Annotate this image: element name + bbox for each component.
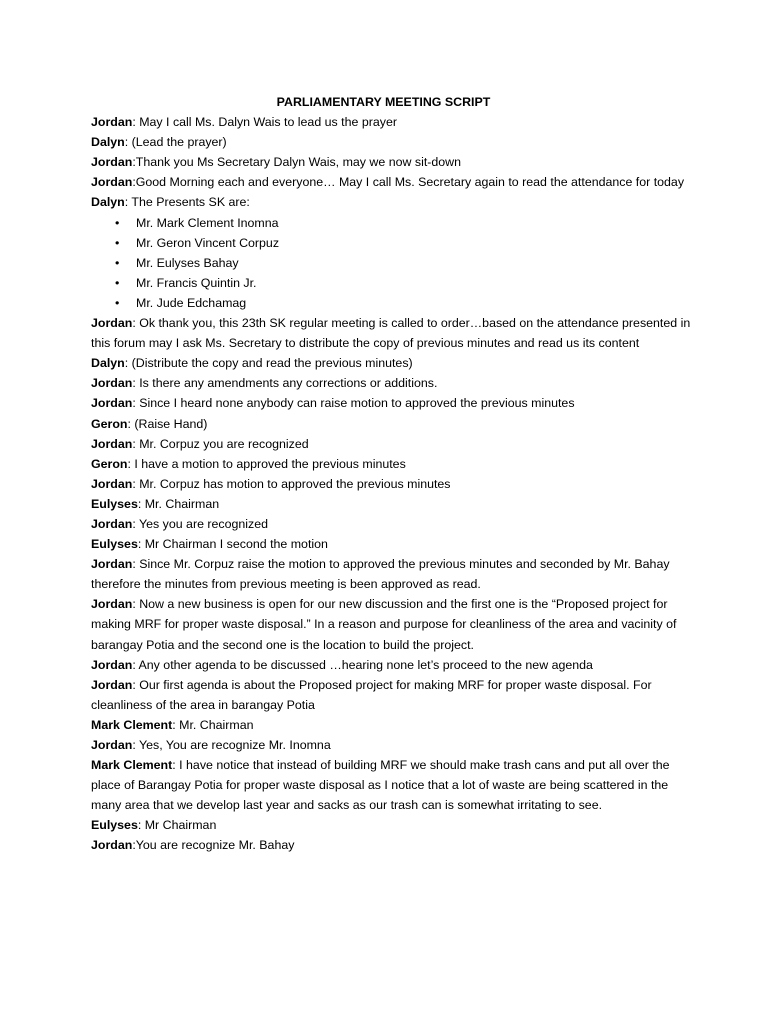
speaker-separator: : <box>132 115 140 130</box>
dialogue-text: Mr Chairman I second the motion <box>144 537 328 552</box>
speaker-name: Jordan <box>91 657 133 672</box>
dialogue-text: Yes, You are recognize Mr. Inomna <box>138 738 331 752</box>
speaker-name: Jordan <box>91 175 133 190</box>
dialogue-section-opening <box>91 112 691 212</box>
speaker-separator: : <box>124 135 132 150</box>
dialogue-line <box>91 594 691 654</box>
dialogue-line <box>91 715 691 735</box>
speaker-name: Jordan <box>91 557 133 572</box>
dialogue-text: (Lead the prayer) <box>131 135 227 150</box>
dialogue-text: You are recognize Mr. Bahay <box>135 838 295 853</box>
speaker-separator: : <box>132 476 140 491</box>
speaker-separator: : <box>172 717 180 732</box>
speaker-separator: : <box>132 175 136 190</box>
dialogue-text: Mr. Corpuz has motion to approved the previous minutes <box>139 476 451 491</box>
speaker-name: Geron <box>91 456 128 471</box>
dialogue-text: Thank you Ms Secretary Dalyn Wais, may we now sit-down <box>135 155 462 170</box>
speaker-name: Jordan <box>91 476 133 491</box>
dialogue-text: The Presents SK are: <box>131 195 250 210</box>
attendee-list <box>91 213 691 313</box>
dialogue-line <box>91 815 691 835</box>
dialogue-line <box>91 313 691 353</box>
dialogue-text: Since I heard none anybody can raise motion to approved the previous minutes <box>139 396 575 411</box>
dialogue-line <box>91 554 691 594</box>
dialogue-text: Mr. Corpuz you are recognized <box>139 436 309 451</box>
dialogue-line <box>91 152 691 172</box>
dialogue-text: May I call Ms. Dalyn Wais to lead us the prayer <box>139 115 397 130</box>
dialogue-line <box>91 534 691 554</box>
speaker-separator: : <box>127 416 135 431</box>
dialogue-line <box>91 494 691 514</box>
script-body <box>91 92 691 856</box>
dialogue-text: Mr. Chairman <box>144 496 220 511</box>
dialogue-text: Ok thank you, this 23th SK regular meeting is called to order…based on the attendance presented in this forum may I ask Ms. Secretary to distribute the copy of previous minutes and read us its content <box>91 316 691 351</box>
attendee-item: • Mr. Eulyses Bahay <box>115 253 691 273</box>
dialogue-line <box>91 132 691 152</box>
dialogue-text: Now a new business is open for our new discussion and the first one is the “Proposed project for making MRF for proper waste disposal.” In a reason and purpose for cleanliness of the area and vacinity of barangay Potia and the second one is the location to build the project. <box>91 597 677 652</box>
speaker-separator: : <box>132 677 140 692</box>
attendee-item: • Mr. Francis Quintin Jr. <box>115 273 691 293</box>
page-title: PARLIAMENTARY MEETING SCRIPT <box>276 95 491 109</box>
speaker-separator: : <box>132 657 139 672</box>
dialogue-text: I have a motion to approved the previous minutes <box>134 456 406 471</box>
dialogue-text: I have notice that instead of building MRF we should make trash cans and put all over the place of Barangay Potia for proper waste disposal as I notice that a lot of waste are being scattered in the many area that we develop last year and sacks as our trash can is somewhat irritating to see. <box>91 758 670 813</box>
speaker-name: Jordan <box>91 838 133 853</box>
speaker-name: Eulyses <box>91 537 138 552</box>
speaker-separator: : <box>132 396 140 411</box>
speaker-separator: : <box>132 838 136 853</box>
dialogue-text: (Raise Hand) <box>134 416 208 431</box>
dialogue-text: Mr. Chairman <box>179 717 254 732</box>
speaker-name: Eulyses <box>91 496 138 511</box>
speaker-name: Geron <box>91 416 128 431</box>
attendee-item: • Mr. Geron Vincent Corpuz <box>115 233 691 253</box>
speaker-separator: : <box>137 496 145 511</box>
speaker-separator: : <box>137 818 145 833</box>
dialogue-text: Our first agenda is about the Proposed project for making MRF for proper waste disposal. For cleanliness of the area in barangay Potia <box>91 677 652 712</box>
speaker-name: Jordan <box>91 115 133 130</box>
speaker-separator: : <box>132 155 136 170</box>
dialogue-text: Is there any amendments any corrections or additions. <box>139 376 438 391</box>
dialogue-line <box>91 172 691 192</box>
dialogue-line <box>91 373 691 393</box>
attendee-item: • Mr. Mark Clement Inomna <box>115 213 691 233</box>
speaker-separator: : <box>132 557 140 572</box>
dialogue-line <box>91 393 691 413</box>
speaker-name: Mark Clement <box>91 717 173 732</box>
speaker-separator: : <box>137 537 145 552</box>
speaker-name: Jordan <box>91 436 133 451</box>
dialogue-line <box>91 353 691 373</box>
dialogue-line <box>91 675 691 715</box>
dialogue-line <box>91 474 691 494</box>
speaker-separator: : <box>172 758 180 773</box>
speaker-name: Dalyn <box>91 356 125 371</box>
speaker-name: Mark Clement <box>91 758 173 773</box>
dialogue-section-main <box>91 313 691 856</box>
dialogue-line <box>91 434 691 454</box>
dialogue-text: Mr Chairman <box>144 818 217 833</box>
dialogue-line <box>91 454 691 474</box>
speaker-separator: : <box>127 456 135 471</box>
speaker-name: Jordan <box>91 738 133 752</box>
dialogue-line <box>91 735 691 755</box>
attendee-item: • Mr. Jude Edchamag <box>115 293 691 313</box>
speaker-name: Eulyses <box>91 818 138 833</box>
dialogue-line <box>91 192 691 212</box>
dialogue-text: Yes you are recognized <box>138 516 269 531</box>
speaker-name: Dalyn <box>91 135 125 150</box>
dialogue-text: (Distribute the copy and read the previous minutes) <box>131 356 413 371</box>
speaker-name: Jordan <box>91 396 133 411</box>
dialogue-line <box>91 112 691 132</box>
speaker-name: Jordan <box>91 376 133 391</box>
speaker-name: Jordan <box>91 155 133 170</box>
dialogue-line <box>91 755 691 815</box>
dialogue-line <box>91 514 691 534</box>
speaker-name: Jordan <box>91 516 133 531</box>
speaker-separator: : <box>132 516 139 531</box>
speaker-name: Dalyn <box>91 195 125 210</box>
dialogue-line <box>91 655 691 675</box>
speaker-name: Jordan <box>91 677 133 692</box>
speaker-separator: : <box>132 738 139 752</box>
speaker-separator: : <box>132 316 140 331</box>
speaker-separator: : <box>132 597 140 612</box>
speaker-name: Jordan <box>91 316 133 331</box>
dialogue-line <box>91 414 691 434</box>
speaker-separator: : <box>124 356 132 371</box>
dialogue-text: Since Mr. Corpuz raise the motion to approved the previous minutes and seconded by Mr. Bahay therefore the minutes from previous meeting is been approved as read. <box>91 557 670 592</box>
speaker-separator: : <box>132 376 140 391</box>
speaker-separator: : <box>132 436 140 451</box>
dialogue-line <box>91 835 691 855</box>
speaker-name: Jordan <box>91 597 133 612</box>
dialogue-text: Good Morning each and everyone… May I call Ms. Secretary again to read the attendance for today <box>135 175 685 190</box>
speaker-separator: : <box>124 195 132 210</box>
dialogue-text: Any other agenda to be discussed …hearing none let’s proceed to the new agenda <box>138 657 593 672</box>
